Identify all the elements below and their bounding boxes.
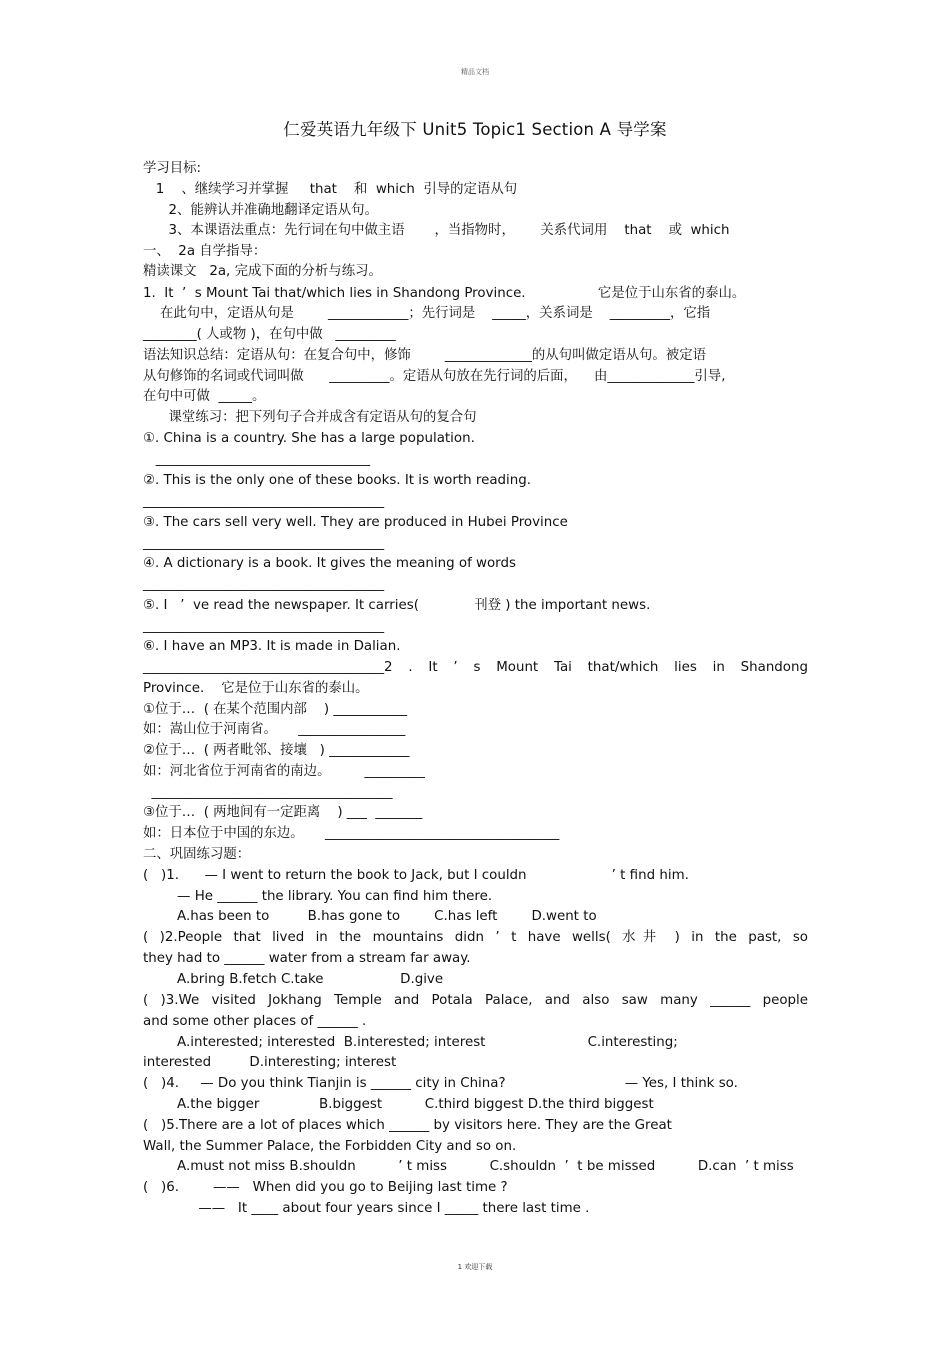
text-line: ③. The cars sell very well. They are produced in Hubei Province [143,515,568,530]
text-line: 课堂练习：把下列句子合并成含有定语从句的复合句 [143,410,477,425]
text-line: ①. China is a country. She has a large population. [143,431,475,446]
text-line: ④. A dictionary is a book. It gives the meaning of words [143,556,516,571]
text-line: A.must not miss B.shouldn ’ t miss C.shouldn ’ t be missed D.can ’ t miss [143,1159,794,1174]
text-line: 如：嵩山位于河南省。 ________________ [143,722,406,737]
text-line: 1 、继续学习并掌握 that 和 which 引导的定语从句 [143,182,518,197]
text-line: ②. This is the only one of these books. It is worth reading. [143,473,531,488]
text-line: ①位于… ( 在某个范围内部 ) ___________ [143,702,408,717]
text-line: ( )3.We visited Jokhang Temple and Potala Palace, and also saw many ______ people [143,993,808,1008]
text-line: 在句中可做 _____。 [143,389,266,404]
text-line: ____________________________________ [143,577,385,592]
text-line: ⑥. I have an MP3. It is made in Dalian. [143,639,401,654]
text-line: and some other places of ______ . [143,1014,367,1029]
text-line: ( )4. — Do you think Tianjin is ______ city in China? — Yes, I think so. [143,1076,738,1091]
text-line: A.the bigger B.biggest C.third biggest D.the third biggest [143,1097,654,1112]
text-line: 一、 2a 自学指导： [143,244,267,259]
text-line: ( )5.There are a lot of places which ______ by visitors here. They are the Great [143,1118,672,1133]
text-line: ②位于… ( 两者毗邻、接壤 ) ____________ [143,743,410,758]
text-line: they had to ______ water from a stream far away. [143,951,471,966]
text-line: ____________________________________2 . It ’ s Mount Tai that/which lies in Shandong [143,660,808,675]
text-line: ③位于… ( 两地间有一定距离 ) ___ _______ [143,805,423,820]
text-line: 语法知识总结：定语从句：在复合句中，修饰 _____________的从句叫做定语从句。被定语 [143,348,706,363]
text-line: interested D.interesting; interest [143,1055,397,1070]
text-line: 如：日本位于中国的东边。 ___________________________________ [143,826,560,841]
text-line: — He ______ the library. You can find him there. [143,889,493,904]
text-line: 3、本课语法重点：先行词在句中做主语 ，当指物时， 关系代词用 that 或 which [143,223,730,238]
text-line: 如：河北省位于河南省的南边。 _________ [143,764,425,779]
text-line: ____________________________________ [143,785,393,800]
text-line: ____________________________________ [143,619,385,634]
text-line: 从句修饰的名词或代词叫做 _________。定语从句放在先行词的后面， 由_____________引导, [143,369,726,384]
text-line: ____________________________________ [143,494,385,509]
page-header-note: 精品文档 [461,68,489,76]
text-line: 在此句中，定语从句是 ____________；先行词是 _____，关系词是 _________，它指 [143,306,711,321]
text-line: A.has been to B.has gone to C.has left D.went to [143,909,597,924]
text-line: Province. 它是位于山东省的泰山。 [143,681,369,696]
text-line: 1. It ’ s Mount Tai that/which lies in Shandong Province. 它是位于山东省的泰山。 [143,286,746,301]
text-line: 精读课文 2a, 完成下面的分析与练习。 [143,264,382,279]
text-line: 二、巩固练习题： [143,847,251,862]
text-line: A.bring B.fetch C.take D.give [143,972,444,987]
text-line: ( )1. — I went to return the book to Jack, but I couldn ’ t find him. [143,868,689,883]
text-line: 2、能辨认并准确地翻译定语从句。 [143,203,378,218]
text-line: ⑤. I ’ ve read the newspaper. It carries( 刊登 ) the important news. [143,598,651,613]
text-line: 学习目标: [143,161,202,176]
text-line: ( )2.People that lived in the mountains didn ’ t have wells( 水井 ) in the past, so [143,930,808,945]
text-line: ________( 人或物 )，在句中做 _________ [143,327,396,342]
text-line: ________________________________ [143,452,371,467]
worksheet-title: 仁爱英语九年级下 Unit5 Topic1 Section A 导学案 [283,120,667,139]
text-line: A.interested; interested B.interested; interest C.interesting; [143,1035,678,1050]
page-footer: 1 欢迎下载 [457,1263,493,1271]
text-line: —— It ____ about four years since I _____ there last time . [143,1201,590,1216]
text-line: ____________________________________ [143,536,385,551]
text-line: ( )6. —— When did you go to Beijing last time ? [143,1180,508,1195]
text-line: Wall, the Summer Palace, the Forbidden City and so on. [143,1139,517,1154]
